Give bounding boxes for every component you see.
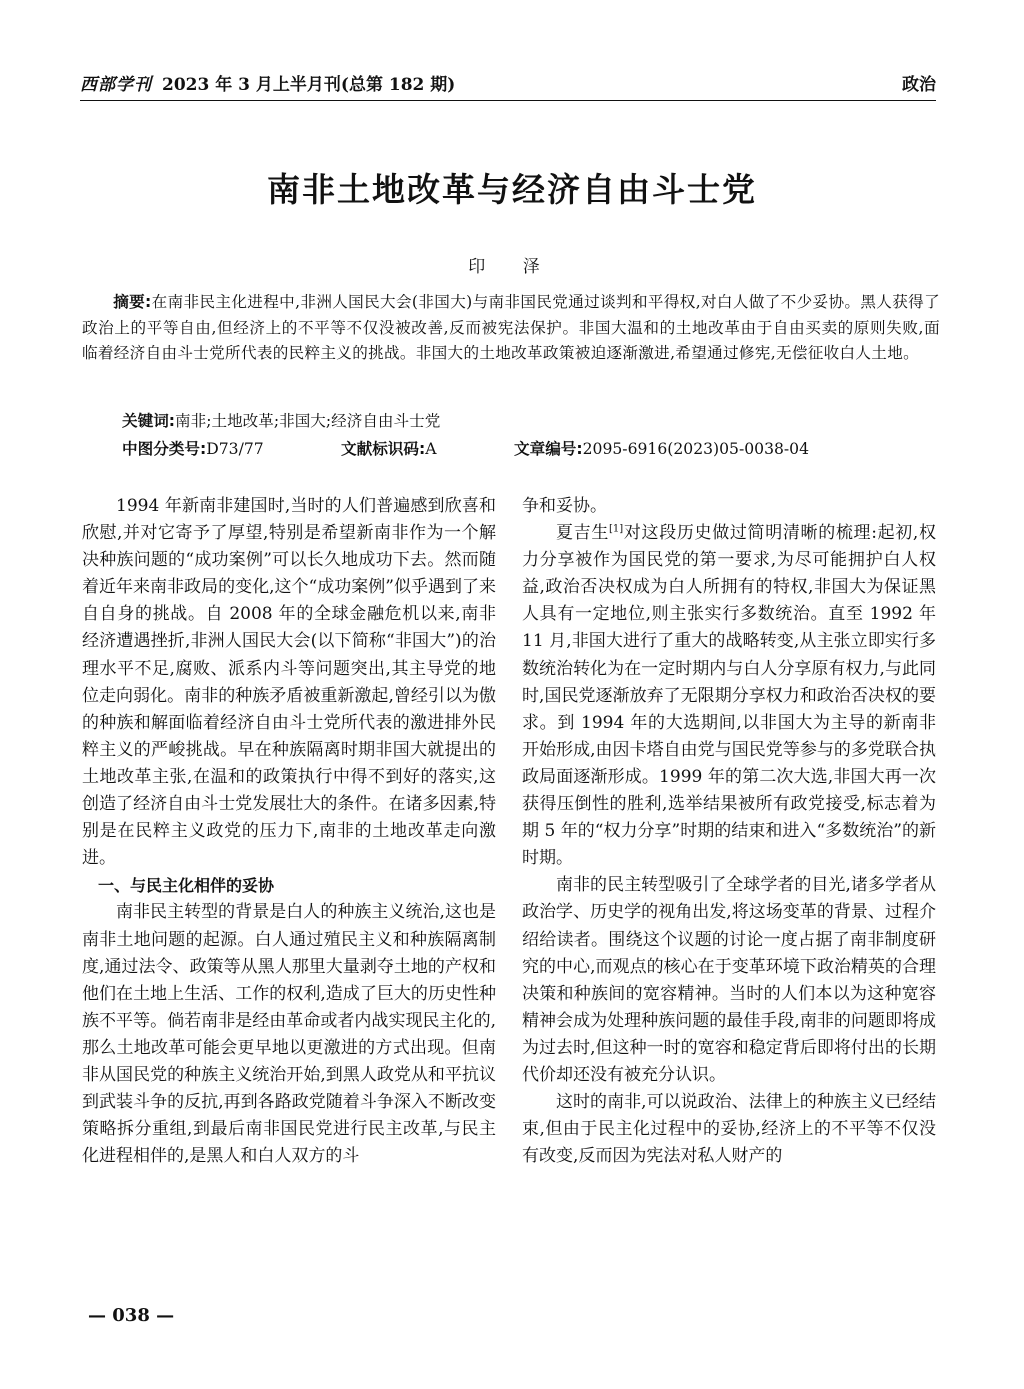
journal-logo: 西部学刊 [80,75,152,95]
paragraph: 南非的民主转型吸引了全球学者的目光,诸多学者从政治学、历史学的视角出发,将这场变革的背景、过程介绍给读者。围绕这个议题的讨论一度占据了南非制度研究的中心,而观点的核心在于变革环境下政治精英的合理决策和种族间的宽容精神。当时的人们本以为这种宽容精神会成为处理种族问题的最佳手段,南非的问题即将成为过去时,但这种一时的宽容和稳定背后即将付出的长期代价却还没有被充分认识。 [522,875,936,1085]
section-name: 政治 [902,75,936,95]
keywords [82,408,980,434]
doc-code-value: A [425,440,437,458]
keywords-label: 关键词: [122,412,176,430]
document-code [341,436,436,462]
cited-author: 夏吉生 [556,523,610,544]
doc-code-label: 文献标识码: [341,440,426,458]
issue-info: 2023 年 3 月上半月刊(总第 182 期) [162,75,456,95]
article-no-label: 文章编号: [514,440,583,458]
paragraph: 南非民主转型的背景是白人的种族主义统治,这也是南非土地问题的起源。白人通过殖民主义和种族隔离制度,通过法令、政策等从黑人那里大量剥夺土地的产权和他们在土地上生活、工作的权利,造成了巨大的历史性种族不平等。倘若南非是经由革命或者内战实现民主化的,那么土地改革可能会更早地以更激进的方式出现。但南非从国民党的种族主义统治开始,到黑人政党从和平抗议到武装斗争的反抗,再到各路政党随着斗争深入不断改变策略拆分重组,到最后南非国民党进行民主改革,与民主化进程相伴的,是黑人和白人双方的斗 [82,902,496,1167]
header-rule [80,100,936,101]
paragraph: 这时的南非,可以说政治、法律上的种族主义已经结束,但由于民主化过程中的妥协,经济上的不平等不仅没有改变,反而因为宪法对私人财产的 [522,1092,936,1167]
paragraph: 争和妥协。 [522,496,607,516]
article-number [514,436,809,462]
clc-value: D73/77 [206,440,264,458]
section-heading: 一、与民主化相伴的妥协 [98,876,275,896]
citation-ref: [1] [609,523,624,535]
paragraph-text: 对这段历史做过简明清晰的梳理:起初,权力分享被作为国民党的第一要求,为尽可能拥护白人权益,政治否决权成为白人所拥有的特权,非国大为保证黑人具有一定地位,则主张实行多数统治。直至 1992 年 11 月,非国大进行了重大的战略转变,从主张立即实行多数统治转化为在一定时期内与白人分享原有权力,与此同时,国民党逐渐放弃了无限期分享权力和政治否决权的要求。到 1994 年的大选期间,以非国大为主导的新南非开始形成,由因卡塔自由党与国民党等参与的多党联合执政局面逐渐形成。1999 年的第二次大选,非国大再一次获得压倒性的胜利,选举结果被所有政党接受,标志着为期 5 年的“权力分享”时期的结束和进入“多数统治”的新时期。 [522,523,937,869]
clc-label: 中图分类号: [122,440,207,458]
article-title: 南非土地改革与经济自由斗士党 [267,170,757,209]
abstract-text: 在南非民主化进程中,非洲人国民大会(非国大)与南非国民党通过谈判和平得权,对白人做了不少妥协。黑人获得了政治上的平等自由,但经济上的不平等不仅没被改善,反而被宪法保护。非国大温和的土地改革由于自由买卖的原则失败,面临着经济自由斗士党所代表的民粹主义的挑战。非国大的土地改革政策被迫逐渐激进,希望通过修宪,无偿征收白人土地。 [82,293,941,362]
paragraph [522,520,936,872]
clc-number [122,436,264,462]
abstract [82,290,940,367]
abstract-label: 摘要: [113,293,152,311]
article-no-value: 2095-6916(2023)05-0038-04 [582,440,810,458]
body-column-right [522,493,936,1170]
paragraph: 1994 年新南非建国时,当时的人们普遍感到欣喜和欣慰,并对它寄予了厚望,特别是希望新南非作为一个解决种族问题的“成功案例”可以长久地成功下去。然而随着近年来南非政局的变化,这个“成功案例”似乎遇到了来自自身的挑战。自 2008 年的全球金融危机以来,南非经济遭遇挫折,非洲人国民大会(以下简称“非国大”)的治理水平不足,腐败、派系内斗等问题突出,其主导党的地位走向弱化。南非的种族矛盾被重新激起,曾经引以为傲的种族和解面临着经济自由斗士党所代表的激进排外民粹主义的严峻挑战。早在种族隔离时期非国大就提出的土地改革主张,在温和的政策执行中得不到好的落实,这创造了经济自由斗士党发展壮大的条件。在诸多因素,特别是在民粹主义政党的压力下,南非的土地改革走向激进。 [82,496,496,869]
article-author: 印 泽 [468,257,556,277]
running-header [80,72,936,100]
keywords-text: 南非;土地改革;非国大;经济自由斗士党 [175,412,441,430]
classification-line [82,436,940,462]
page-number: — 038 — [88,1305,175,1326]
body-column-left [82,493,496,1170]
